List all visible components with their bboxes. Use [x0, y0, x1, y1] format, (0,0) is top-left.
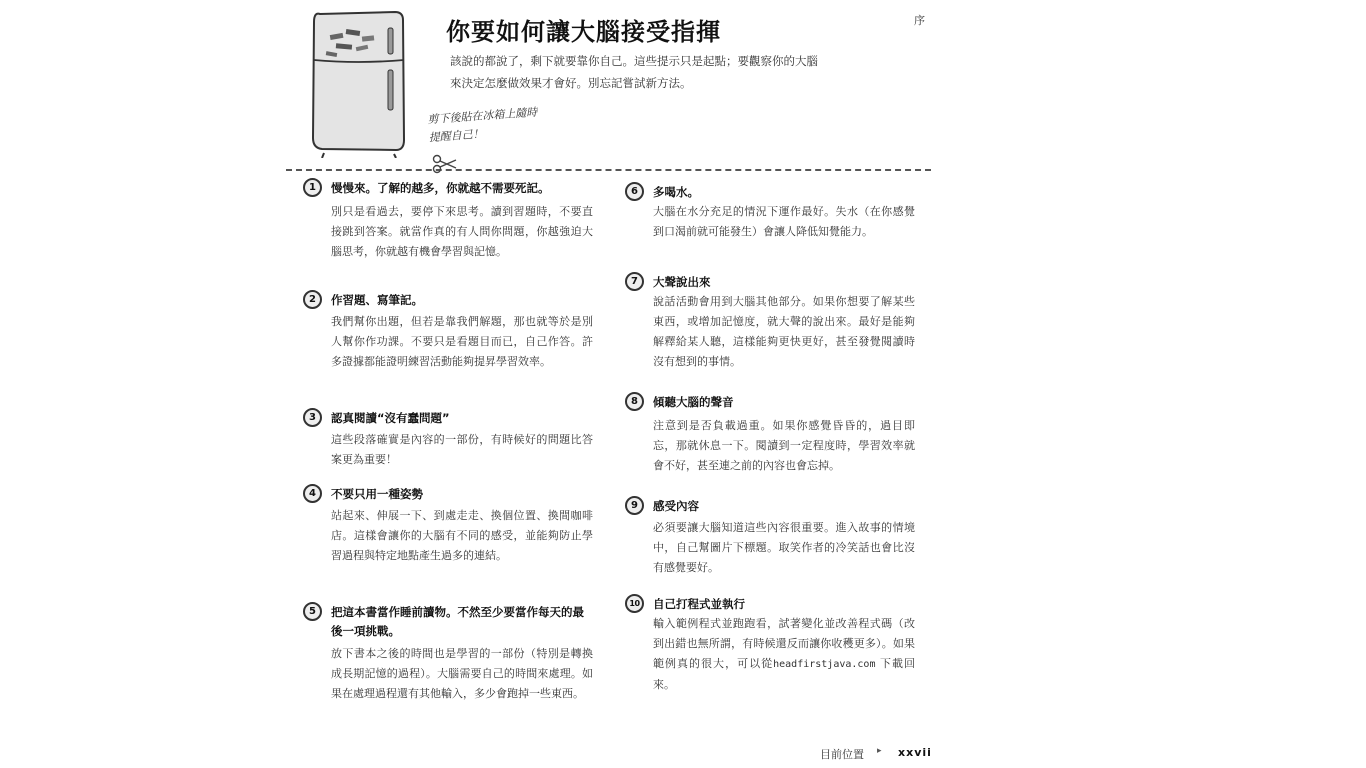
- handwritten-note-line-1: 剪下後貼在冰箱上隨時: [427, 105, 538, 127]
- tip-number: 9: [625, 496, 644, 515]
- tip-title: 慢慢來。了解的越多，你就越不需要死記。: [331, 181, 550, 195]
- tip-title: 傾聽大腦的聲音: [653, 395, 734, 409]
- tip-body: 這些段落確實是內容的一部份，有時候好的問題比答案更為重要！: [331, 433, 593, 466]
- cut-line: [286, 169, 931, 171]
- tip-body-text-end: 下載回來。: [653, 657, 915, 691]
- tip-number: 1: [303, 178, 322, 197]
- tip-body: 注意到是否負載過重。如果你感覺昏昏的，過目即忘，那就休息一下。閱讀到一定程度時，學習效率就會不好，甚至連之前的內容也會忘掉。: [653, 419, 915, 472]
- tip-title: 多喝水。: [653, 185, 699, 199]
- scissors-icon: [432, 154, 458, 174]
- tip-body: 說話活動會用到大腦其他部分。如果你想要了解某些東西，或增加記憶度，就大聲的說出來。最好是能夠解釋給某人聽，這樣能夠更快更好，甚至發覺閱讀時沒有想到的事情。: [653, 295, 915, 368]
- tip-title: 大聲說出來: [653, 275, 711, 289]
- section-label: 序: [914, 14, 925, 27]
- website-link[interactable]: headfirstjava.com: [773, 659, 876, 670]
- tip-number: 2: [303, 290, 322, 309]
- footer-location-label: 目前位置: [820, 748, 864, 761]
- tip-number: 3: [303, 408, 322, 427]
- tip-title: 感受內容: [653, 499, 699, 513]
- tip-number: 4: [303, 484, 322, 503]
- footer-arrow-icon: ▸: [877, 746, 882, 756]
- tip-number: 7: [625, 272, 644, 291]
- tip-number: 5: [303, 602, 322, 621]
- tip-number: 8: [625, 392, 644, 411]
- tip-body: [653, 614, 915, 695]
- tip-title: 作習題、寫筆記。: [331, 293, 423, 307]
- tip-body: 站起來、伸展一下、到處走走、換個位置、換間咖啡店。這樣會讓你的大腦有不同的感受，並能夠防止學習過程與特定地點產生過多的連結。: [331, 509, 593, 562]
- tip-body-text: 輸入範例程式並跑跑看，試著變化並改善程式碼（改到出錯也無所謂，有時候還反而讓你收穫更多）。如果範例真的很大，可以從: [653, 617, 915, 670]
- handwritten-note-line-2: 提醒自己！: [428, 127, 485, 145]
- tip-body: 必須要讓大腦知道這些內容很重要。進入故事的情境中，自己幫圖片下標題。取笑作者的冷笑話也會比沒有感覺要好。: [653, 521, 915, 574]
- intro-text: 該說的都說了，剩下就要靠你自己。這些提示只是起點；要觀察你的大腦來決定怎麼做效果才會好。別忘記嘗試新方法。: [450, 54, 818, 90]
- tip-title: 認真閱讀“沒有蠢問題”: [331, 411, 450, 425]
- page-title: 你要如何讓大腦接受指揮: [446, 18, 721, 46]
- tip-body: 別只是看過去，要停下來思考。讀到習題時，不要直接跳到答案。就當作真的有人問你問題，你越強迫大腦思考，你就越有機會學習與記憶。: [331, 205, 593, 258]
- tip-body: 我們幫你出題，但若是靠我們解題，那也就等於是別人幫你作功課。不要只是看題目而已，自己作答。許多證據都能證明練習活動能夠提昇學習效率。: [331, 315, 593, 368]
- tip-body: 大腦在水分充足的情況下運作最好。失水（在你感覺到口渴前就可能發生）會讓人降低知覺能力。: [653, 205, 915, 238]
- tip-title: 把這本書當作睡前讀物。不然至少要當作每天的最後一項挑戰。: [331, 605, 584, 638]
- tip-number: 10: [625, 594, 644, 613]
- refrigerator-illustration: [300, 8, 412, 158]
- tip-body: 放下書本之後的時間也是學習的一部份（特別是轉換成長期記憶的過程）。大腦需要自己的時間來處理。如果在處理過程還有其他輸入，多少會跑掉一些東西。: [331, 647, 593, 700]
- tip-number: 6: [625, 182, 644, 201]
- tip-title: 自己打程式並執行: [653, 597, 745, 611]
- handwritten-note: [427, 101, 579, 147]
- tip-title: 不要只用一種姿勢: [331, 487, 423, 501]
- page-number: xxvii: [898, 746, 932, 759]
